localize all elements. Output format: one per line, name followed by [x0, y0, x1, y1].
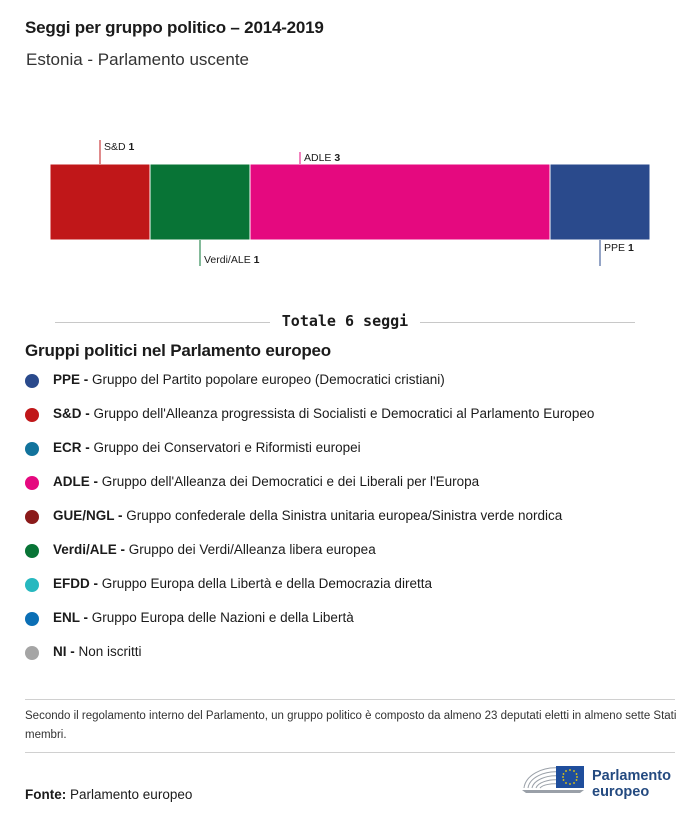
legend-desc: Gruppo Europa della Libertà e della Democrazia diretta: [101, 576, 432, 591]
legend-abbr: EFDD -: [53, 576, 98, 591]
legend-dot: [25, 408, 39, 422]
legend-abbr: GUE/NGL -: [53, 508, 123, 523]
legend-desc: Gruppo confederale della Sinistra unitaria europea/Sinistra verde nordica: [126, 508, 563, 523]
bar-label: ADLE 3: [304, 152, 341, 164]
seat-chart: [0, 130, 700, 280]
hemicycle-flag-icon: [520, 762, 590, 802]
bar-segment: [250, 164, 550, 240]
legend-dot: [25, 578, 39, 592]
source-label: Fonte:: [25, 787, 67, 802]
legend-desc: Gruppo dei Verdi/Alleanza libera europea: [128, 542, 376, 557]
divider-top: [25, 699, 675, 700]
legend-dot: [25, 612, 39, 626]
ep-logo: [520, 762, 680, 802]
legend-dot: [25, 510, 39, 524]
bar-label: PPE 1: [604, 242, 634, 254]
divider-bottom: [25, 752, 675, 753]
legend-dot: [25, 442, 39, 456]
legend-desc: Gruppo dell'Alleanza dei Democratici e dei Liberali per l'Europa: [101, 474, 480, 489]
legend-dot: [25, 544, 39, 558]
source-line: [25, 787, 192, 802]
total-row: [55, 312, 635, 334]
legend-abbr: NI -: [53, 644, 75, 659]
legend-abbr: ADLE -: [53, 474, 98, 489]
legend-dot: [25, 374, 39, 388]
logo-line1: Parlamento: [592, 768, 671, 784]
legend-abbr: ENL -: [53, 610, 89, 625]
source-value: Parlamento europeo: [70, 787, 193, 802]
logo-line2: europeo: [592, 784, 650, 800]
logo-text: [592, 768, 671, 800]
footnote: Secondo il regolamento interno del Parlamento, un gruppo politico è composto da almeno 23 deputati eletti in almeno sette Stati membri.: [25, 710, 677, 741]
legend-title: Gruppi politici nel Parlamento europeo: [25, 341, 331, 360]
legend-dot: [25, 646, 39, 660]
legend-abbr: PPE -: [53, 372, 89, 387]
bar-segment: [150, 164, 250, 240]
legend-dot: [25, 476, 39, 490]
legend-desc: Gruppo dell'Alleanza progressista di Socialisti e Democratici al Parlamento Europeo: [93, 406, 595, 421]
total-seats-label: Totale 6 seggi: [281, 312, 409, 330]
legend-desc: Non iscritti: [78, 644, 142, 659]
bar-segment: [550, 164, 650, 240]
chart-subtitle: Estonia - Parlamento uscente: [26, 50, 250, 69]
legend-desc: Gruppo dei Conservatori e Riformisti europei: [93, 440, 361, 455]
legend-abbr: ECR -: [53, 440, 90, 455]
legend-desc: Gruppo Europa delle Nazioni e della Libertà: [91, 610, 354, 625]
legend-abbr: S&D -: [53, 406, 90, 421]
chart-title: Seggi per gruppo politico – 2014-2019: [25, 18, 324, 37]
bar-label: Verdi/ALE 1: [204, 254, 260, 266]
legend-desc: Gruppo del Partito popolare europeo (Democratici cristiani): [92, 372, 445, 387]
bar-label: S&D 1: [104, 141, 135, 153]
bar-segment: [50, 164, 150, 240]
legend-abbr: Verdi/ALE -: [53, 542, 126, 557]
